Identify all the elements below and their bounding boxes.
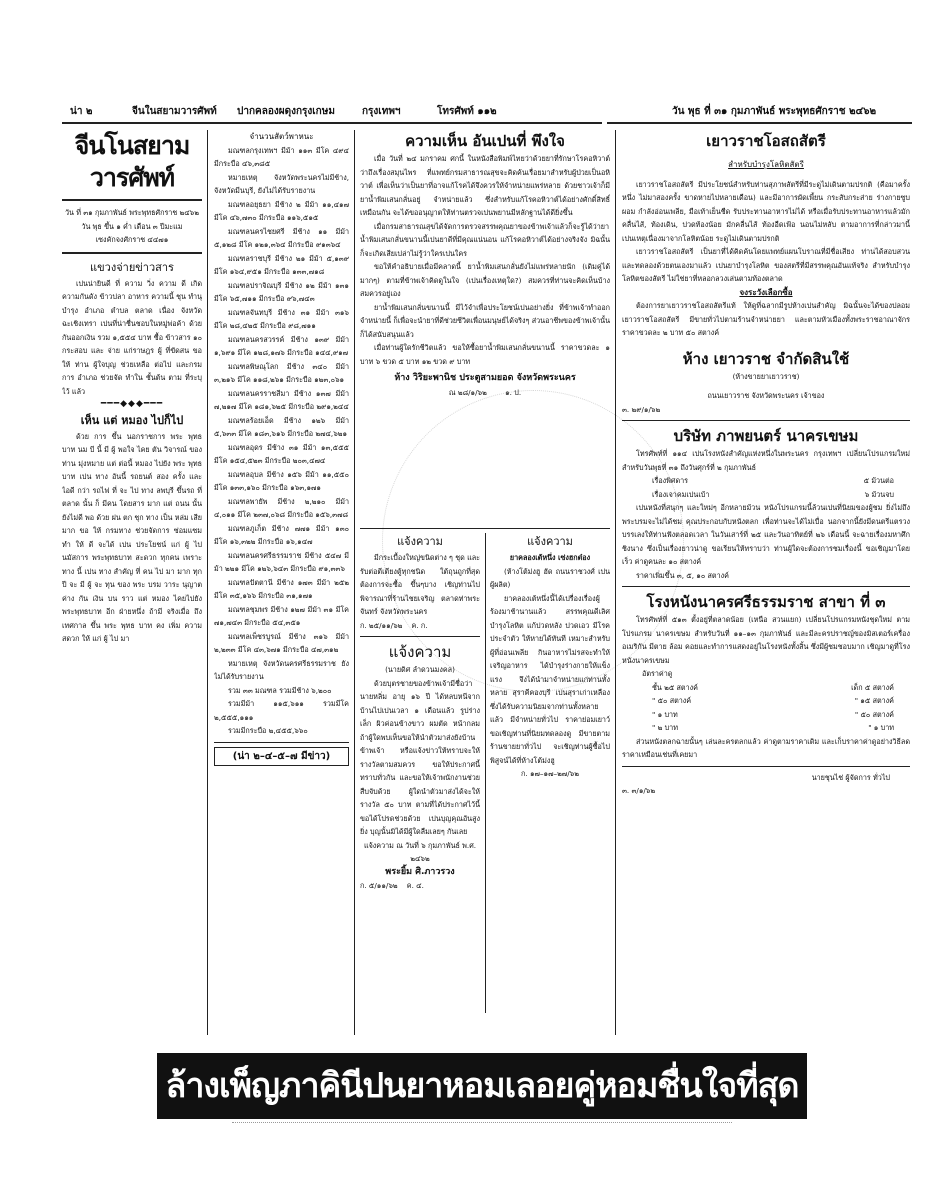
ref-code: ๓. ๓/๑/๖๒ <box>622 786 656 795</box>
notice-body: ยาคลองเต้หนึ่งนี้ได้เปรื่องเรื่องผู้ร้องมาช้านานแล้ว สรรพคุณดีเลิศ บำรุงโลหิต แก้ปวดหลัง ปวดเอว มีโรคประจำตัว ให้หายได้ทันที เหมาะสำหรับผู้ที่อ่อนเพลีย กินอาหารไม่รสจะทำให้เจริญอาหาร ได้บำรุงร่างกายให้แข็งแรง จึงได้นำมาจำหน่ายแก่ท่านทั้งหลาย สุราคีคองบุรี เปนสุราเก่าเหลือง ซึ่งได้รับความนิยมจากท่านทั้งหลายแล้ว มีจำหน่ายทั่วไป ราคาย่อมเยาว์ ขอเชิญท่านที่นิยมทดลองดู มีขายตามร้านขายยาทั่วไป จะเชิญท่านผู้ซื้อไปพิสูจน์ได้ที่ห้างโต้ม่งฮู <box>490 593 610 765</box>
ref-initials: ค. ก. <box>411 620 428 630</box>
ref-code: ก. ๑๗–๑๗–๒๗/๖๒ <box>521 769 579 778</box>
price-adult: " ๕๐ สตางค์ <box>652 696 692 705</box>
price-row <box>622 681 910 695</box>
ad-paragraph: เยาวราชโอสถสัตรี เป็นยาที่ได้คิดค้นโดยแพทย์แผนโบราณที่มีชื่อเสียง ท่านได้สอบสวนและทดลองด้วยตนเองมาแล้ว เปนยาบำรุงโลหิต ของสตรีที่มีสรรพคุณอันแท้จริง สำหรับบำรุงโลหิตของสัตรี ไม่ใช่ยาที่หลอกลวงเล่นตามท้องตลาด <box>622 247 910 283</box>
program-reels: ๕ ม้วนต่อ <box>863 476 894 485</box>
stat-entry: มณฑลนครไชยศรี มีช้าง ๑๑ มีม้า ๕,๑๒๘ มีโค ๑๒๑,๓๖๔ มีกระบือ ๙๑๓๖๔ <box>214 226 349 249</box>
notice-body: มีกระเบื้องใหญ่ขนิดต่าง ๆ ชุด และ รับต่อตีเตียงตู้ทุกชนิด ใต้ถุนถูกที่สุด ต้องการจะซื้อ ขึ้นๆบาง เชิญท่านไปพิจารณาที่ร้านไชยเจริญ ตลาดท่าพระจันทร์ จังหวัดพระนคร <box>360 553 480 616</box>
article-paragraph: เมื่อ วันที่ ๒๔ มกราคม ศกนี้ ในหนังสือพิมพ์ไทยว่าด้วยยาที่รักษาโรคอหิวาต์ ว่าถึงเรื่องสมุนไพร ที่แพทย์กรมสาธารณสุขจะคิดค้นเรื่อยมาสำหรับผู้ป่วยเป็นอหิวาต์ เพื่อเห็นว่าเป็นยาที่อาจแก้โรคได้จึงควรให้จำหน่ายแพร่หลาย ด้วยชาวเจ้าก็มียาน้ำพิมเสนกลั่นอยู่ จำหน่ายแล้ว ซึ่งสำหรับแก้โรคอหิวาต์ได้อย่างศักดิ์สิทธิ์เหมือนกัน จะได้ขออนุญาตให้ท่านตรวจเปนพยานมีหลักฐานได้ดียิ่งขึ้น <box>360 154 610 217</box>
notice-title: แจ้งความ <box>527 535 573 548</box>
total-line: รวมมีม้า ๑๑๕,๖๑๑ รวมมีโค ๒,๕๕๕,๑๑๑ <box>214 699 349 722</box>
notice-place: แจ้งความ ณ วันที่ ๖ กุมภาพันธ์ พ.ศ. ๒๔๖๒ <box>363 840 477 863</box>
stat-entry: หมายเหตุ จังหวัดพระนครไม่มีช้าง, จังหวัดมีนบุรี, ยังไม่ได้รับรายงาน <box>214 172 349 195</box>
ad-paragraph: เปนหนังที่สนุกๆ และใหม่ๆ อีกหลายม้วน หนังโปรแกรมนี้ล้วนเปนที่นิยมของผู้ชม ยิ่งไม่ถึงพระบรมจะไม่ได้ชม คุณประกอบกับหนังตลก เพื่อท่านจะได้ไม่เบื่อ นอกจากนี้ยังมีดนตรีแตรวงบรรเลงให้ท่านฟังตลอดเวลา ในวันเสาร์ที่ ๒๕ และวันอาทิตย์ที่ ๒๖ เดือนนี้ จะฉายเรื่องมหาศึกชิงนาง ซึ่งเป็นเรื่องยาวน่าดู ขอเรียนให้ทราบว่า ท่านผู้ใดจะต้องการชมเรื่องนี้ ขอเชิญมาโดยเร็ว ค่าดูคนละ ๑๐ สตางค์ <box>622 503 910 566</box>
running-header <box>62 100 912 122</box>
ad-paragraph: โทรศัพท์ที่ ๑๑๔ เปนโรงหนังสำคัญแห่งหนึ่งในพระนคร กรุงเทพฯ เปลี่ยนโปรแกรมใหม่ สำหรับวันพุธที่ ๓๑ ถึงวันศุกร์ที่ ๒ กุมภาพันธ์ <box>622 449 910 472</box>
article-paragraph: เมื่อกรมสาธารณสุขได้จัดการตรวจสรรพคุณยาของข้าพเจ้าแล้วก็จะรู้ได้ว่ายาน้ำพิมเสนกลั่นขนานนี้เปนยาดีที่มีคุณแน่นอน แก้โรคอหิวาต์ได้อย่างจริงจัง มิฉนั้นก็จะเกิดเสียเปล่าไม่รู้ว่าใครเปนใคร <box>360 221 610 258</box>
ref-initials: ๑. ป. <box>505 387 522 397</box>
divider <box>622 766 910 767</box>
column-rule <box>354 130 355 1035</box>
date-line-3: เซงคักจงศักราช ๔๔๗๑ <box>95 235 169 244</box>
ad-signature: นายชุนไช่ ผู้จัดการ ทั่วไป <box>811 772 890 782</box>
ad-price: ราคาเพิ่มขึ้น ๓, ๕, ๑๐ สตางค์ <box>636 570 729 580</box>
stat-entry: มณฑลปราจิณบุรี มีช้าง ๑๒ มีม้า ๑๓๑ มีโค ๖๕,๗๑๑ มีกระบือ ๙๖,๗๔๓ <box>214 280 349 303</box>
ad-title: บริษัท ภาพยนตร์ นาครเขษม <box>673 427 859 445</box>
program-name: เรื่องพิศดาร <box>652 476 689 485</box>
column-ads <box>622 130 910 1040</box>
price-child: " ๕๐ สตางค์ <box>854 709 894 719</box>
signature: ห้าง วิริยะพานิช ประตูสามยอด จังหวัดพระนคร <box>394 373 576 383</box>
notice-left <box>360 533 480 1013</box>
ad-title: โรงหนังนาครศรีธรรมราช สาขา ที่ ๓ <box>646 593 886 611</box>
divider <box>62 199 202 201</box>
stat-entry: มณฑลชุมพร มีช้าง ๑๒๗ มีม้า ๓๑ มีโค ๗๑,๗๔๓ มีกระบือ ๕๔,๓๕๑ <box>214 604 349 627</box>
stat-entry: มณฑลนครราชสีมา มีช้าง ๑๓๗ มีม้า ๗,๒๑๗ มีโค ๑๘๑,๖๒๕ มีกระบือ ๒๙๑,๒๔๔ <box>214 388 349 411</box>
ad-paragraph: โทรศัพท์ที่ ๕๑๓ ตั้งอยู่ที่ตลาดน้อย (เหนือ สวนแยก) เปลี่ยนโปรแกรมหนังชุดใหม่ ตามโปรแกรม นาครเขษม สำหรับวันที่ ๑๑–๑๓ กุมภาพันธ์ และมีละครปราชญ์ของมิสเตอร์เครื่องอเมริกัน มีตาย ล้อม คอยและทำการแสดงอยู่ในโรงหนังทั้งสิ้น ซึ่งมีผู้ชมชอบมาก เชิญมาดูที่โรงหนังนาครเขษม <box>622 615 910 665</box>
banner-underline <box>232 1122 732 1129</box>
price-row <box>622 708 910 722</box>
column-rule <box>207 130 208 1035</box>
price-adult: " ๑ บาท <box>652 709 678 719</box>
divider <box>360 636 480 637</box>
article-paragraph: เมื่อท่านผู้ใดรักชีวิตแล้ว ขอให้ซื้อยาน้ำพิมเสนกลั่นขนานนี้ ราคาขวดละ ๑ บาท ๖ ขวด ๕ บาท ๑๒ ขวด ๙ บาท <box>360 343 610 366</box>
stat-entry: มณฑลกรุงเทพฯ มีม้า ๑๑๓ มีโค ๔๙๔ มีกระบือ ๔๖,๓๘๕ <box>214 145 349 168</box>
continued-box: (น่า ๒–๔–๕–๗ มีข่าว) <box>214 747 349 767</box>
column-2 <box>214 130 349 1040</box>
shop-name: ห้าง เยาวราช จำกัดสินใช้ <box>682 349 850 368</box>
notice-right <box>490 533 610 1013</box>
price-adult: ชั้น ๒๕ สตางค์ <box>652 682 698 692</box>
program-name: เรื่องเจาคมเปนเบ้า <box>652 489 710 499</box>
page-number: น่า ๒ <box>70 106 93 117</box>
stat-entry: มณฑลอยุธยา มีช้าง ๒ มีม้า ๑๑,๔๑๗ มีโค ๔๖,๗๓๐ มีกระบือ ๑๑๖,๕๑๕ <box>214 199 349 222</box>
ref-code <box>360 879 480 893</box>
date-line-2: วัน พุธ ขึ้น ๑ ค่ำ เดือน ๓ ปีมะแม <box>81 221 183 231</box>
ref-initials: ค. ๔. <box>406 881 424 890</box>
masthead: จีนโนสยามวารศัพท์ <box>74 131 190 192</box>
section-rule <box>360 528 610 529</box>
city: กรุงเทพฯ <box>362 106 401 117</box>
notice-title: แจ้งความ <box>397 535 443 548</box>
column-rule <box>615 130 616 1035</box>
stat-entry: มณฑลราชบุรี มีช้าง ๒๑ มีม้า ๕,๑๓๙ มีโค ๑๖๔,๙๕๑ มีกระบือ ๑๓๓,๗๑๘ <box>214 253 349 276</box>
ref-date: ก. ๒๕/๑๑/๖๒ <box>360 620 403 630</box>
ref-code: ๓. ๒๙/๑/๖๒ <box>622 404 661 414</box>
program-row <box>622 474 910 488</box>
header-rule-right <box>607 122 912 124</box>
date-line-1: วัน ที่ ๓๑ กุมภาพันธ์ พระพุทธศักราช ๒๔๖๒ <box>65 208 199 217</box>
stat-entry: มณฑลนครสวรรค์ มีช้าง ๑๓๙ มีม้า ๑,๖๙๑ มีโค ๑๒๘,๑๗๖ มีกระบือ ๑๔๔,๙๑๗ <box>214 334 349 357</box>
stat-entry: มณฑลร้อยเอ็ด มีช้าง ๑๒๖ มีม้า ๕,๖๓๓ มีโค ๑๘๓,๖๑๖ มีกระบือ ๒๗๔,๖๒๑ <box>214 415 349 438</box>
section-title: เห็น แต่ หมอง ไปก็ไป <box>80 413 184 427</box>
stat-entry: มณฑลเพ็ชรบูรณ์ มีช้าง ๓๑๖ มีม้า ๒,๒๓๓ มีโค ๔๓,๖๗๑ มีกระบือ ๔๗,๓๑๒ <box>214 631 349 654</box>
article-paragraph: ยาน้ำพิมเสนกลั่นขนานนี้ มีไว้จำเพื่อประโยชน์เปนอย่างยิ่ง ที่ข้าพเจ้าทำออกจำหน่ายนี้ ก็เพื่อจะนำยาที่ดีช่วยชีวิตเพื่อนมนุษย์ได้จริงๆ ส่วนอาชีพของข้าพเจ้านั้นก็ได้สนับสนุนแล้ว <box>360 302 610 339</box>
total-line: รวม ๓๓ มณฑล รวมมีช้าง ๖,๒๐๐ <box>228 685 332 695</box>
ref-code <box>360 619 480 633</box>
price-row <box>622 694 910 708</box>
total-line: รวมมีกระบือ ๒,๔๕๕,๖๖๐ <box>228 726 308 735</box>
warning-title: จงระวังเลือกซื้อ <box>739 287 793 297</box>
ornament-divider: ━━━◆◆◆━━━ <box>100 399 164 409</box>
stat-entry: มณฑลปัตตานี มีช้าง ๑๗๓ มีม้า ๒๕๒ มีโค ๓๕,๑๖๖ มีกระบือ ๓๑,๑๗๑ <box>214 577 349 600</box>
ad-note: ส่วนหนังตลกฉายนั้นๆ เล่นละครตลกแล้ว ค่าดูตามราคาเดิม และเก็บราคาค่าดูอย่างวิธีลดราคาเหมือนเช่นที่เคยมา <box>622 736 910 759</box>
warning-body: ต้องการยาเยาวราชโอสถสัตรีแท้ ให้ดูที่ฉลากมีรูปห้างเปนสำคัญ มิฉนั้นจะได้ของปลอม เยาวราชโอสถสัตรี มีขายทั่วไปตามร้านจำหน่ายยา และตามหัวเมืองทั้งพระราชอาณาจักร ราคาขวดละ ๒ บาท ๕๐ สตางค์ <box>622 301 910 337</box>
price-label: อัตราค่าดู <box>642 669 673 678</box>
ad-paragraph: เยาวราชโอสถสัตรี มีประโยชน์สำหรับท่านสุภาพสัตรีที่มีระดูไม่เดินตามปรกติ (คือมาครั้งหนึ่ง ไม่มาสองครั้ง ขาดหายไปหลายเดือน) และมีอาการผัดเพี้ยน กระสับกระส่าย ร่างกายซูบผอม กำลังอ่อนเพลีย, มือเท้าเย็นชืด รับประทานอาหารไม่ได้ หรือเมื่อรับประทานอาหารแล้วมักคลื่นไส้, ท้องเดิน, ปวดท้องน้อย มักคลื่นไส้ ท้องอืดเฟ้อ นอนไม่หลับ ตามอาการที่กล่าวมานี้ เปนเหตุเนื่องมาจากโลหิตน้อย ระดูไม่เดินตามปรกติ <box>622 179 910 243</box>
table-title: จำนวนสัตว์พาหนะ <box>249 132 314 141</box>
column-1 <box>62 130 202 1040</box>
stat-entry: มณฑลพิษณุโลก มีช้าง ๓๔๐ มีม้า ๓,๒๑๖ มีโค ๑๑๘,๒๖๑ มีกระบือ ๑๒๓,๐๖๑ <box>214 361 349 384</box>
header-rule-left <box>62 122 602 124</box>
notice-subtitle: (นายดิศ ลำดวนมงคล) <box>385 665 455 674</box>
divider <box>622 420 910 421</box>
shop-subtitle: (ห้างขายยาเยาวราช) <box>732 371 800 381</box>
stat-entry: มณฑลพายัพ มีช้าง ๒,๒๑๐ มีม้า ๔,๐๑๑ มีโค ๒๓๗,๐๖๘ มีกระบือ ๑๕๖,๓๗๘ <box>214 496 349 519</box>
program-reels: ๖ ม้วนจบ <box>864 489 894 499</box>
price-child: " ๑๕ สตางค์ <box>854 696 894 705</box>
ref-date: ณ ๒๘/๑/๖๒ <box>448 387 487 397</box>
program-row <box>622 488 910 502</box>
price-row <box>622 721 910 735</box>
paper-name: จีนในสยามวารศัพท์ <box>132 106 217 117</box>
column-rule <box>485 533 486 1013</box>
issue-date: วัน พุธ ที่ ๓๑ กุมภาพันธ์ พระพุทธศักราช ๒๔๖๒ <box>672 106 877 117</box>
notice-name: พระยิ้ม ศิ.ภาวรวง <box>385 866 455 877</box>
article-title: ความเห็น อันเปนที่ พึงใจ <box>405 132 565 150</box>
ad-subtitle: สำหรับบำรุงโลหิตสัตรี <box>728 160 804 169</box>
notice-body: ด้วยบุตรชายของข้าพเจ้ามีชื่อว่านายหลิ่ม อายุ ๑๖ ปี ได้หลบหนีจากบ้านไปเปนเวลา ๑ เดือนแล้ว รูปร่างเล็ก ผิวค่อนข้างขาว ผมตัด หน้ากลม ถ้าผู้ใดพบเห็นขอให้นำตัวมาส่งยังบ้านข้าพเจ้า หรือแจ้งข่าวให้ทราบจะให้รางวัลตามสมควร ขอให้ประกาศนี้ทราบทั่วกัน และขอให้เจ้าพนักงานช่วยสืบจับด้วย ผู้ใดนำตัวมาส่งได้จะให้รางวัล ๕๐ บาท ตามที่ได้ประกาศไว้นี้ ขอได้โปรดช่วยด้วย เปนบุญคุณอันสูงยิ่ง บุญนั้นมิได้มีผู้ใดลืมเลยๆ กันเลย <box>360 678 480 836</box>
divider <box>62 252 202 254</box>
price-child: " ๑ บาท <box>868 723 894 732</box>
notice-title: แจ้งความ <box>388 643 452 661</box>
notice-subtitle: ยาคลองเต้หนึ่ง เซ่งฮกต๋อง <box>509 553 591 562</box>
article-body: เปนน่ายินดี ที่ ความ วิ่ง ความ ดี เกิด ความกันดัง ข้าวปลา อาหาร ความนี้ ชุน ทำนุ บำรุง อำเภอ ตำบล ตลาด เนื่อง จังหวัด ฉะเชิงเทรา เปนที่น่าชื่นชอบในหมู่พ่อค้า ด้วย กันออกเงิน รวม ๑,๕๕๔ บาท ซื้อ ข้าวสาร ๑๐ กระสอบ และ จ่าย แก่ราษฎร ผู้ ที่ขัดสน ขอ ให้ ท่าน ผู้ใจบุญ ช่วยเหลือ ต่อไป และกรมการ อำเภอ ช่วยจัด ทำใน ชั้นต้น ตาม ที่ระบุไว้ แล้ว <box>62 278 202 396</box>
article-paragraph: ขอให้คำอธิบายเมื่อมีคลาดนี้ ยาน้ำพิมเสนกลั่นยังไม่แพร่หลายนัก (เดิมคู่ได้มากๆ) ตามที่ข้าพเจ้าคิดดูในใจ (เปนเรื่องเหตุใด?) สมควรที่ท่านจะคิดเห็นบ้างสมควรอยู่เอง <box>360 262 610 298</box>
price-adult: " ๒ บาท <box>652 723 678 732</box>
stat-entry: หมายเหตุ จังหวัดนครศรีธรรมราช ยังไม่ได้รับรายงาน <box>214 658 349 681</box>
ad-title: เยาวราชโอสถสัตรี <box>706 132 826 150</box>
stat-entry: มณฑลภูเก็ต มีช้าง ๗๗๑ มีม้า ๑๓๐ มีโค ๑๖,๓๒๒ มีกระบือ ๑๖,๑๔๗ <box>214 523 349 546</box>
stat-entry: มณฑลอุบล มีช้าง ๑๕๖ มีม้า ๑๑,๕๕๐ มีโค ๑๓๓,๑๖๐ มีกระบือ ๑๖๓,๑๗๑ <box>214 469 349 492</box>
notice-sub2: (ห้างโต้ม่งฮู ฮัด ถนนราชวงศ์ เปนผู้ผลิต) <box>490 566 610 589</box>
phone: โทรศัพท์ ๑๑๒ <box>437 106 497 117</box>
banner-ad: ล้างเพ็ญภาคินีปนยาหอมเลอยคู่หอมชื่นใจที่สุด <box>157 1053 807 1119</box>
stat-entry: มณฑลอุดร มีช้าง ๓๑ มีม้า ๑๓,๕๕๕ มีโค ๑๕๔,๕๒๓ มีกระบือ ๒๐๓,๔๗๔ <box>214 442 349 465</box>
stat-entry: มณฑลจันทบุรี มีช้าง ๓๑ มีม้า ๓๑๖ มีโค ๒๘,๔๒๕ มีกระบือ ๙๘,๗๑๑ <box>214 307 349 330</box>
article-body: ด้วย การ ขึ้น นอกราชการ พระ พุทธ บาท นม บี นี้ มี ผู้ พอใจ ไคย ตัน วิจารณ์ ของ ท่าน มุ่งหมาย แต่ ต่อนี้ หมอง ไปยัง พระ พุทธ บาท เปน ทาง อันนี้ รถยนต์ สอง ครั้ง และ ไอดี กว่า รถไฟ ที่ จะ ไป ทาง ลพบุรี ขึ้นรถ ที่ ตลาด นั้น ก็ มีคน โดยสาร มาก แต่ ถนน นั้น ยังไม่ดี พอ ด้วย ฝน ตก ชุก ทาง เป็น หล่ม เสีย มาก ขอ ให้ กรมทาง ช่วยจัดการ ซ่อมแซม ทำ ให้ ดี จะได้ เปน ประโยชน์ แก่ ผู้ ไป นมัสการ พระพุทธบาท สะดวก ทุกคน เพราะ ทาง นี้ เปน ทาง สำคัญ ที่ คน ไป มา มาก ทุก ปี จะ มี ผู้ จะ ทุน ของ พระ บรม วาระ นุญาต ค่าง กัน เงิน บน ราว แต่ หมอง ไคยไปยัง พระพุทธบาท อีก ฝ่ายหนึ่ง ถ้ามี จริงเมื่อ ถึง เทศกาล ขึ้น พระ พุทธ บาท คง เพิ่ม ความ สดวก ให้ แก่ ผู้ ไป มา <box>62 431 202 643</box>
shop-owner: ถนนเยาวราช จังหวัดพระนคร เจ้าของ <box>707 391 825 400</box>
divider <box>622 586 910 587</box>
ref-date: ก. ๕/๑๑/๖๒ <box>360 881 398 890</box>
print-location: ปากคลองผดุงกรุงเกษม <box>237 106 335 117</box>
section-title: แขวงจ่ายข่าวสาร <box>90 260 174 274</box>
newspaper-page <box>62 100 912 1150</box>
divider <box>214 742 349 743</box>
price-child: เด็ก ๕ สตางค์ <box>851 682 894 692</box>
stat-entry: มณฑลนครศรีธรรมราช มีช้าง ๕๔๗ มีม้า ๒๒๑ มีโค ๑๒๖,๖๔๓ มีกระบือ ๙๑,๓๓๖ <box>214 550 349 573</box>
